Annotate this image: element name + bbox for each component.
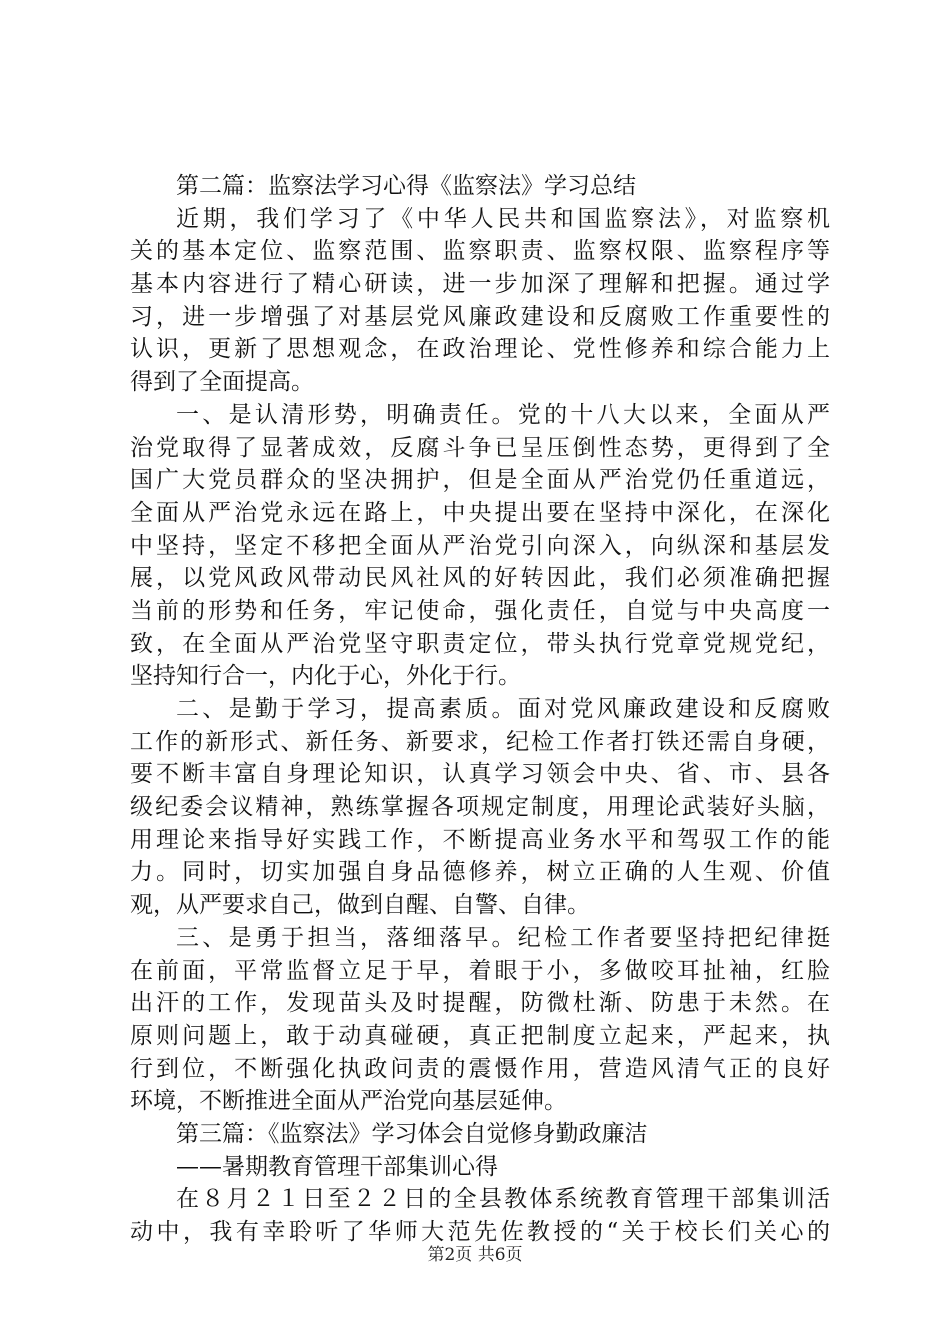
text-line: 在前面，平常监督立足于早，着眼于小，多做咬耳扯袖，红脸 [130, 957, 830, 984]
text-line: 展，以党风政风带动民风社风的好转因此，我们必须准确把握 [130, 565, 830, 592]
text-line: 坚持知行合一，内化于心，外化于行。 [130, 663, 521, 690]
text-line: 认识，更新了思想观念，在政治理论、党性修养和综合能力上 [130, 336, 830, 363]
text-line: 用理论来指导好实践工作，不断提高业务水平和驾驭工作的能 [130, 826, 830, 853]
text-line: 二、是勤于学习，提高素质。面对党风廉政建设和反腐败 [176, 696, 830, 722]
text-line: 行到位，不断强化执政问责的震慑作用，营造风清气正的良好 [130, 1055, 830, 1082]
text-line: 习，进一步增强了对基层党风廉政建设和反腐败工作重要性的 [130, 303, 830, 330]
document-body [130, 170, 830, 1249]
text-line: 力。同时，切实加强自身品德修养，树立正确的人生观、价值 [130, 859, 830, 886]
text-line: 工作的新形式、新任务、新要求，纪检工作者打铁还需自身硬， [130, 728, 830, 755]
text-line: 原则问题上，敢于动真碰硬，真正把制度立起来，严起来，执 [130, 1022, 830, 1049]
text-line: 致，在全面从严治党坚守职责定位，带头执行党章党规党纪， [130, 630, 830, 657]
text-line: 国广大党员群众的坚决拥护，但是全面从严治党仍任重道远， [130, 467, 830, 494]
text-line: 要不断丰富自身理论知识，认真学习领会中央、省、市、县各 [130, 761, 830, 788]
section-title: 第三篇：《监察法》学习体会自觉修身勤政廉洁 [176, 1120, 648, 1147]
text-line: 一、是认清形势，明确责任。党的十八大以来，全面从严 [176, 401, 830, 428]
text-line: 当前的形势和任务，牢记使命，强化责任，自觉与中央高度一 [130, 597, 830, 624]
text-line: 环境，不断推进全面从严治党向基层延伸。 [130, 1088, 567, 1115]
text-line: 出汗的工作，发现苗头及时提醒，防微杜渐、防患于未然。在 [130, 990, 830, 1017]
section-title: 第二篇：监察法学习心得《监察法》学习总结 [176, 173, 636, 199]
text-line: 三、是勇于担当，落细落早。纪检工作者要坚持把纪律挺 [176, 924, 830, 951]
text-line: 观，从严要求自己，做到自醒、自警、自律。 [130, 892, 590, 919]
text-line: 关的基本定位、监察范围、监察职责、监察权限、监察程序等 [130, 238, 830, 265]
text-line: 在８月２１日至２２日的全县教体系统教育管理干部集训活 [176, 1186, 830, 1213]
text-line: 全面从严治党永远在路上，中央提出要在坚持中深化，在深化 [130, 499, 830, 526]
section-subtitle: ——暑期教育管理干部集训心得 [176, 1153, 498, 1180]
text-line: 基本内容进行了精心研读，进一步加深了理解和把握。通过学 [130, 271, 830, 298]
text-line: 治党取得了显著成效，反腐斗争已呈压倒性态势，更得到了全 [130, 434, 830, 461]
text-line: 近期，我们学习了《中华人民共和国监察法》，对监察机 [176, 205, 830, 232]
text-line: 中坚持，坚定不移把全面从严治党引向深入，向纵深和基层发 [130, 532, 830, 559]
text-line: 级纪委会议精神，熟练掌握各项规定制度，用理论武装好头脑， [130, 794, 830, 821]
page-footer: 第2页 共6页 [427, 1245, 523, 1265]
text-line: 动中，我有幸聆听了华师大范先佐教授的“关于校长们关心的 [130, 1219, 830, 1245]
text-line: 得到了全面提高。 [130, 369, 314, 396]
